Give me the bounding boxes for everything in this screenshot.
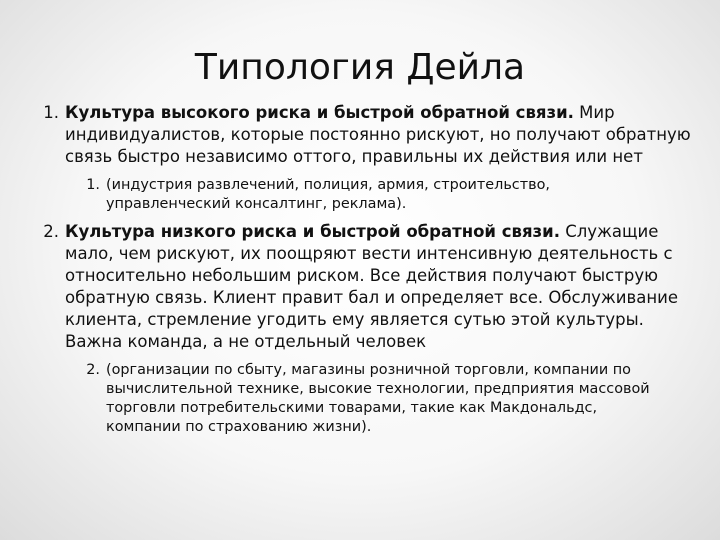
- sub-item-number: 1.: [86, 177, 100, 193]
- sub-item-1: [22, 176, 702, 214]
- list-item-number: 2.: [43, 222, 59, 241]
- list-item-text: Служащие мало, чем рискуют, их поощряют вести интенсивную деятельность с относительно небольшим риском. Все действия получают быструю обратную связь. Клиент правит бал и определяет все. Обслуживание клиента, стремление угодить ему является сутью этой культуры. Важна команда, а не отдельный человек: [65, 222, 678, 351]
- list-item-text: Мир индивидуалистов, которые постоянно рискуют, но получают обратную связь быстро независимо оттого, правильны их действия или нет: [65, 103, 691, 166]
- sub-item-number: 2.: [86, 362, 100, 378]
- sub-item-text: (индустрия развлечений, полиция, армия, строительство, управленческий консалтинг, реклама).: [106, 177, 550, 212]
- list-item-body: [65, 221, 702, 353]
- slide-title: Типология Дейла: [194, 47, 526, 88]
- sub-item-2: [22, 361, 702, 437]
- list-item-2: [22, 221, 702, 353]
- sub-item-text: (организации по сбыту, магазины розничной торговли, компании по вычислительной технике, высокие технологии, предприятия массовой торговли потребительскими товарами, такие как Макдональдс, компании по страхованию жизни).: [106, 362, 650, 435]
- list-item-1: [22, 102, 702, 168]
- list-item-number: 1.: [43, 103, 59, 122]
- slide-content: [22, 102, 702, 437]
- list-item-body: [65, 102, 702, 168]
- list-item-heading: Культура высокого риска и быстрой обратной связи.: [65, 103, 574, 122]
- list-item-heading: Культура низкого риска и быстрой обратной связи.: [65, 222, 560, 241]
